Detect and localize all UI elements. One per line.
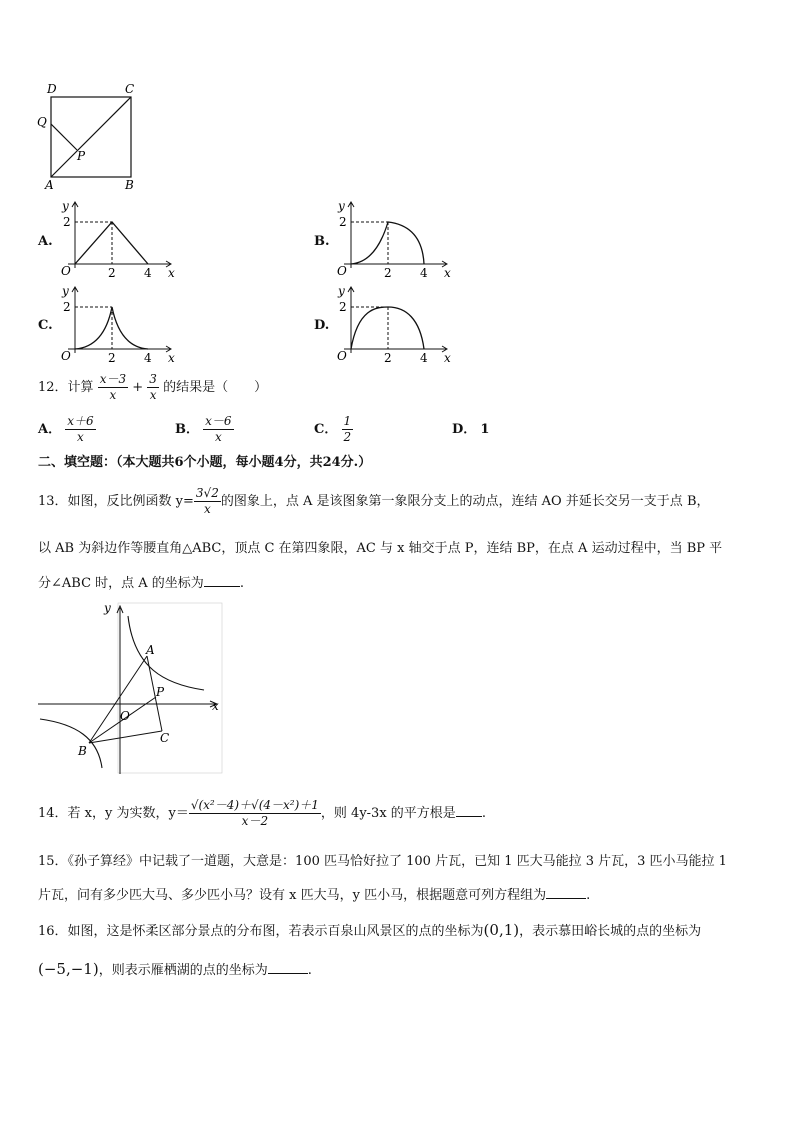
q16-coord-2: (−5,−1): [38, 960, 99, 978]
q12-option-d-label: D．: [452, 422, 477, 437]
q12-option-b-frac: [203, 414, 233, 445]
q13-line3-end: .: [239, 576, 244, 591]
q13-line-1: [38, 486, 710, 517]
q12-frac1: [98, 372, 128, 403]
q16-line-1: [38, 921, 701, 941]
q12-option-d[interactable]: [452, 421, 489, 439]
q12-prefix: 12．计算: [38, 380, 94, 395]
q13-line-2: 以 AB 为斜边作等腰直角△ABC，顶点 C 在第四象限，AC 与 x 轴交于点 P，连结 BP，在点 A 运动过程中，当 BP 平: [38, 541, 723, 556]
tick-x-4: 4: [420, 266, 428, 280]
q13-line-3: [38, 574, 244, 593]
q12-plus: +: [132, 380, 144, 395]
tick-x-4: 4: [144, 266, 152, 280]
q12-option-c-frac: [342, 414, 354, 445]
axis-x-label: x: [444, 266, 451, 280]
label-c: C: [125, 82, 135, 96]
q15-answer-blank[interactable]: [546, 886, 586, 899]
axes: [68, 202, 171, 268]
q16-line-2: [38, 960, 312, 980]
label-o: O: [120, 709, 130, 723]
q12-option-a-num: x＋6: [67, 414, 94, 428]
q12-option-b-den: x: [214, 430, 222, 444]
q12-stem: [38, 372, 267, 403]
tick-x-4: 4: [420, 351, 428, 365]
q14-num: √(x²－4)＋√(4－x²)＋1: [190, 798, 319, 812]
q12-option-b-num: x－6: [205, 414, 232, 428]
q14-frac: [189, 798, 321, 829]
q11-option-b-label: B.: [314, 234, 330, 249]
q12-suffix: 的结果是（ ）: [163, 380, 268, 395]
axis-y-label: y: [62, 284, 69, 298]
q13-text-a: 13．如图，反比例函数 y=: [38, 494, 194, 509]
axis-x-label: x: [444, 351, 451, 365]
q14: [38, 798, 486, 829]
q11-option-c-graph[interactable]: [58, 283, 183, 365]
q14-answer-blank[interactable]: [456, 804, 482, 817]
q14-den: x－2: [241, 814, 269, 828]
q14-prefix: 14．若 x，y 为实数，y＝: [38, 806, 189, 821]
q11-option-a-label: A.: [38, 234, 53, 249]
q11-option-b-graph[interactable]: [334, 198, 459, 280]
axis-y-label: y: [62, 199, 69, 213]
q12-frac2-num: 3: [149, 372, 157, 386]
diagonal-ac: [51, 97, 131, 177]
section-2-heading: 二、填空题：（本大题共6个小题，每小题4分，共24分.）: [38, 455, 372, 470]
q13-answer-blank[interactable]: [204, 574, 240, 587]
q12-option-a-den: x: [77, 430, 84, 444]
label-q: Q: [37, 115, 47, 129]
q15-line-2: [38, 886, 590, 905]
q16-coord-1: (0,1): [483, 921, 520, 939]
q13-func-num: 3√2: [195, 486, 219, 500]
q15-line2-end: .: [586, 888, 591, 903]
q12-option-c-label: C．: [314, 422, 338, 437]
tick-y-2: 2: [339, 215, 347, 229]
q16-line2-end: .: [307, 963, 312, 978]
label-c: C: [160, 731, 170, 745]
label-y: y: [104, 601, 111, 615]
axes: [38, 606, 217, 774]
tick-x-2: 2: [108, 351, 116, 365]
hyperbola-branch-q1: [128, 616, 204, 690]
axis-x-label: x: [168, 351, 175, 365]
tick-x-4: 4: [144, 351, 152, 365]
q13-func-den: x: [203, 502, 211, 516]
q12-option-d-value: 1: [480, 422, 490, 437]
q11-option-a-graph[interactable]: [58, 198, 183, 280]
q16-answer-blank[interactable]: [268, 961, 308, 974]
figure-frame: [118, 603, 222, 773]
label-d: D: [47, 82, 57, 96]
q16-text-a: 16．如图，这是怀柔区部分景点的分布图，若表示百泉山风景区的点的坐标为: [38, 924, 484, 939]
origin-label: O: [337, 264, 347, 278]
q12-option-b[interactable]: [175, 414, 234, 445]
axes: [344, 202, 447, 268]
triangle-abc: [89, 656, 162, 743]
tick-y-2: 2: [63, 215, 71, 229]
q13-line3-text: 分∠ABC 时，点 A 的坐标为: [38, 576, 204, 591]
square-figure: [30, 78, 150, 193]
q14-end: .: [481, 806, 486, 821]
label-p: P: [77, 149, 86, 163]
q15-line-1: 15．《孙子算经》中记载了一道题，大意是：100 匹马恰好拉了 100 片瓦，已知 1 匹大马能拉 3 片瓦，3 匹小马能拉 1: [38, 854, 727, 869]
label-p: P: [156, 685, 165, 699]
q13-func-frac: [194, 486, 221, 517]
label-x: x: [212, 699, 219, 713]
label-b: B: [78, 744, 87, 758]
q11-option-d-label: D.: [314, 318, 330, 333]
axis-y-label: y: [338, 199, 345, 213]
q13-text-b: 的图象上，点 A 是该图象第一象限分支上的动点，连结 AO 并延长交另一支于点 B，: [220, 494, 710, 509]
tick-y-2: 2: [339, 300, 347, 314]
q14-suffix: ，则 4y-3x 的平方根是: [320, 806, 456, 821]
q12-option-b-label: B．: [175, 422, 199, 437]
q12-option-c-den: 2: [343, 430, 352, 444]
q12-option-a-label: A．: [38, 422, 62, 437]
q12-option-a[interactable]: [38, 414, 96, 445]
axes: [344, 287, 447, 353]
q12-option-a-frac: [65, 414, 95, 445]
q12-frac2-den: x: [149, 388, 157, 402]
tick-y-2: 2: [63, 300, 71, 314]
tick-x-2: 2: [384, 351, 392, 365]
axis-x-label: x: [168, 266, 175, 280]
label-a: A: [45, 178, 54, 192]
segment-qp: [51, 124, 77, 150]
tick-x-2: 2: [384, 266, 392, 280]
q11-option-c-label: C.: [38, 318, 53, 333]
hyperbola-branch-q3: [40, 719, 102, 768]
q15-line2-text: 片瓦，问有多少匹大马、多少匹小马？设有 x 匹大马，y 匹小马，根据题意可列方程组为: [38, 888, 547, 903]
q12-frac1-den: x: [109, 388, 117, 402]
origin-label: O: [61, 349, 71, 363]
tick-x-2: 2: [108, 266, 116, 280]
q12-frac1-num: x－3: [99, 372, 127, 386]
label-a: A: [146, 643, 155, 657]
hyperbola-figure: [36, 598, 226, 778]
q12-frac2: [147, 372, 159, 403]
axis-y-label: y: [338, 284, 345, 298]
q12-option-c-num: 1: [343, 414, 352, 428]
origin-label: O: [337, 349, 347, 363]
axes: [68, 287, 171, 353]
q11-option-d-graph[interactable]: [334, 283, 459, 365]
label-b: B: [125, 178, 134, 192]
q16-line2-text: ，则表示雁栖湖的点的坐标为: [98, 963, 268, 978]
q16-text-b: ，表示慕田峪长城的点的坐标为: [519, 924, 702, 939]
origin-label: O: [61, 264, 71, 278]
q12-option-c[interactable]: [314, 414, 353, 445]
